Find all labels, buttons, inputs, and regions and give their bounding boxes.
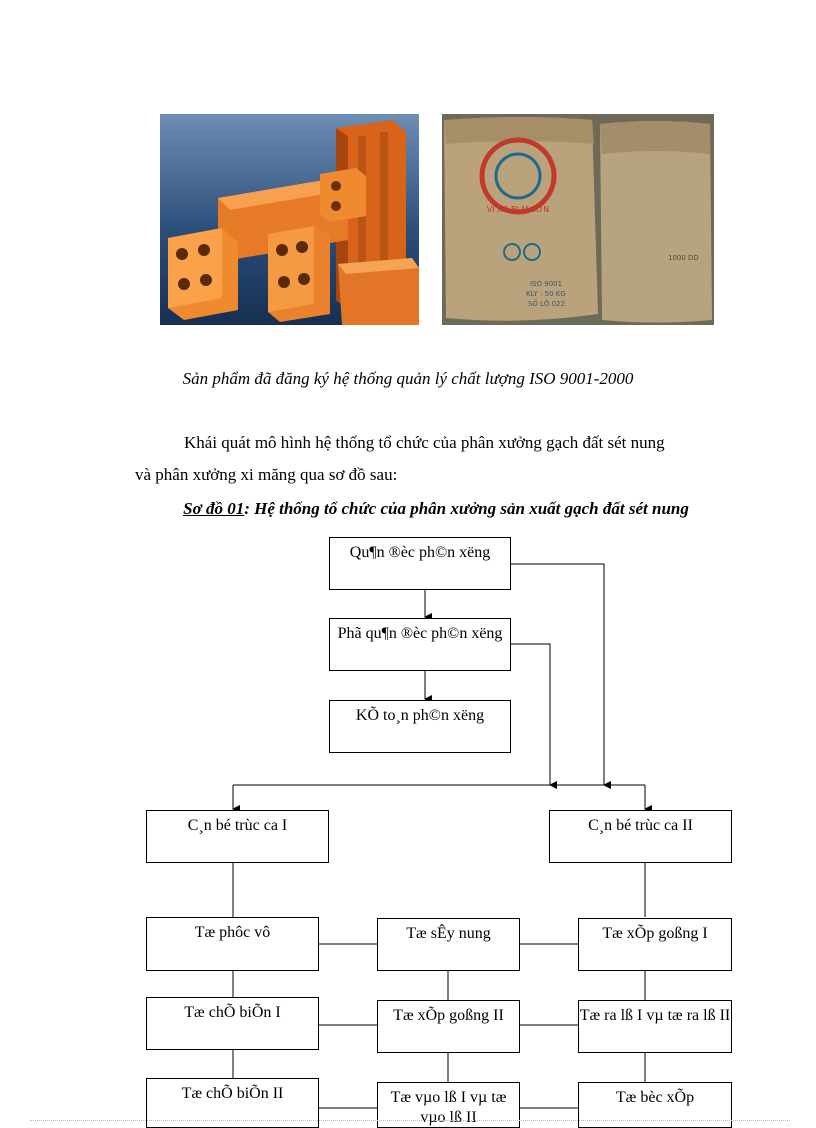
bag-code-text: 1000 DD [668, 254, 699, 262]
box-kiln-output-teams: Tæ ra lß I vµ tæ ra lß II [578, 1000, 732, 1053]
bag-lot-text: SỐ LÔ 022 [528, 300, 565, 308]
box-processing-team-1: Tæ chÕ biÕn I [146, 997, 319, 1050]
box-shift-officer-2: C¸n bé trùc ca II [549, 810, 732, 863]
box-drying-team: Tæ sÊy nung [377, 918, 520, 971]
diagram-title-text: : Hệ thống tổ chức của phân xưởng sản xuất gạch đất sét nung [244, 499, 689, 518]
box-loading-team: Tæ bèc xÕp [578, 1082, 732, 1128]
connector-deputy-shifts [511, 644, 550, 785]
box-workshop-manager: Qu¶n ®èc ph©n xëng [329, 537, 511, 590]
box-stacking-team-2: Tæ xÕp goßng II [377, 1000, 520, 1053]
diagram-label: Sơ đồ 01 [183, 499, 245, 518]
connector-manager-shifts [511, 564, 604, 785]
intro-paragraph-line1: Khái quát mô hình hệ thống tổ chức của phân xưởng gạch đất sét nung [184, 433, 665, 452]
box-shift-officer-1: C¸n bé trùc ca I [146, 810, 329, 863]
bag-iso-text: ISO 9001 [530, 280, 563, 288]
bag-ring-text: VI XO BI M SƠN [486, 205, 550, 214]
photo-caption: Sản phẩm đã đăng ký hệ thống quản lý chất lượng ISO 9001-2000 [182, 369, 634, 388]
box-processing-team-2: Tæ chÕ biÕn II [146, 1078, 319, 1128]
box-kiln-input-teams: Tæ vµo lß I vµ tæ vµo lß II [377, 1082, 520, 1128]
bag-weight-text: KLY : 50 KG [526, 290, 566, 298]
box-stacking-team-1: Tæ xÕp goßng I [578, 918, 732, 971]
box-deputy-manager: Phã qu¶n ®èc ph©n xëng [329, 618, 511, 671]
box-accountant: KÕ to¸n ph©n xëng [329, 700, 511, 753]
box-service-team: Tæ phôc vô [146, 917, 319, 971]
intro-paragraph-line2: và phân xưởng xi măng qua sơ đồ sau: [135, 465, 398, 484]
page-bottom-rule [30, 1120, 790, 1121]
